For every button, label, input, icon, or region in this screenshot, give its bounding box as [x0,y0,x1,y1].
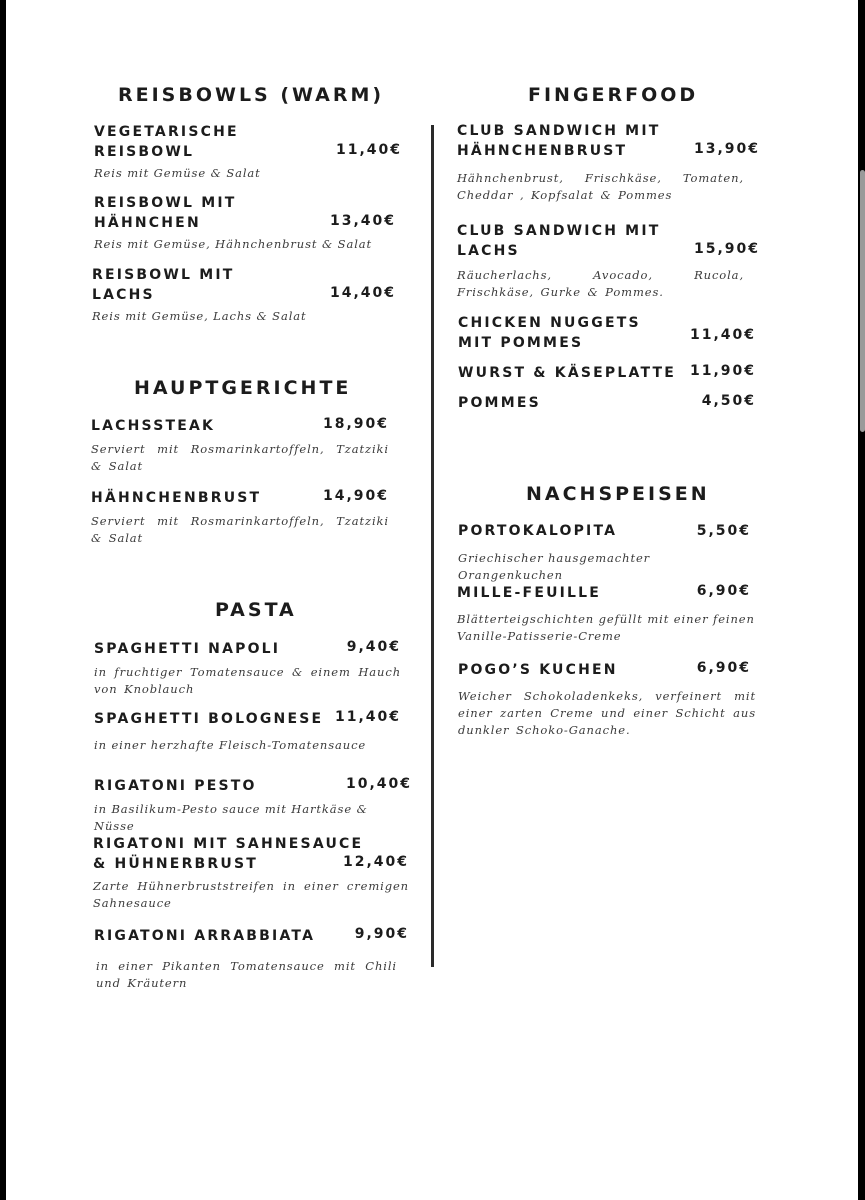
menu-item-price: 5,50€ [696,523,751,539]
menu-item-name: CLUB SANDWICH MIT HÄHNCHENBRUST [457,123,661,159]
menu-item-price: 12,40€ [342,854,409,870]
menu-item-name: SPAGHETTI BOLOGNESE [94,711,324,727]
menu-item-name: LACHSSTEAK [91,418,216,434]
menu-item-name: WURST & KÄSEPLATTE [458,365,677,381]
menu-item [458,660,756,742]
menu-item [458,521,751,582]
menu-item-description: Blätterteigschichten gefüllt mit einer feinen Vanille-Patisserie-Creme [457,612,755,643]
menu-item [94,709,401,759]
menu-page [6,0,858,1200]
menu-item [94,122,402,184]
menu-item-name: RIGATONI MIT SAHNESAUCE & HÜHNERBRUST [93,836,364,872]
menu-item-name: RIGATONI ARRABBIATA [94,928,316,944]
menu-item [458,393,756,415]
menu-item-name: POGO’S KUCHEN [458,662,618,678]
section-heading-reisbowls: REISBOWLS (WARM) [118,84,385,106]
menu-item-price: 11,40€ [335,142,402,158]
menu-item-price: 11,90€ [689,363,756,379]
menu-item [458,363,756,385]
menu-item [91,416,389,478]
menu-item-description: in einer herzhafte Fleisch-Tomatensauce [94,738,367,752]
menu-item [91,488,389,550]
menu-item-description: Reis mit Gemüse, Lachs & Salat [92,309,307,323]
menu-item-name: HÄHNCHENBRUST [91,490,262,506]
menu-item-price: 9,90€ [354,926,409,942]
menu-item-price: 18,90€ [322,416,389,432]
menu-item-price: 6,90€ [696,583,751,599]
menu-item-name: CLUB SANDWICH MIT LACHS [457,223,661,259]
menu-item-name: MILLE-FEUILLE [457,585,602,601]
menu-item-price: 4,50€ [701,393,756,409]
menu-item [457,121,760,206]
menu-item-name: REISBOWL MIT LACHS [92,267,235,303]
menu-item-price: 14,90€ [322,488,389,504]
menu-item-description: Reis mit Gemüse, Hähnchenbrust & Salat [94,237,373,251]
section-heading-pasta: PASTA [215,599,297,621]
menu-item [93,834,409,914]
menu-item-name: VEGETARISCHE REISBOWL [94,124,239,160]
menu-item-description: in fruchtiger Tomatensauce & einem Hauch von Knoblauch [94,665,401,696]
section-heading-nachspeisen: NACHSPEISEN [526,483,710,505]
menu-item-price: 11,40€ [689,327,756,343]
menu-item-description: Reis mit Gemüse & Salat [94,166,261,180]
menu-item-name: REISBOWL MIT HÄHNCHEN [94,195,237,231]
menu-item-price: 11,40€ [334,709,401,725]
menu-item-name: CHICKEN NUGGETS MIT POMMES [458,315,641,351]
menu-item-description: Räucherlachs, Avocado, Rucola, Frischkäse, Gurke & Pommes. [457,268,744,299]
column-divider [431,125,434,967]
menu-item-price: 9,40€ [346,639,401,655]
menu-item-price: 13,90€ [693,141,760,157]
menu-item [457,221,760,306]
menu-item-description: Zarte Hühnerbruststreifen in einer cremigen Sahnesauce [93,879,409,910]
menu-item-price: 10,40€ [345,776,412,792]
menu-item-price: 13,40€ [329,213,396,229]
menu-item [94,639,401,701]
menu-item-description: Griechischer hausgemachter Orangenkuchen [458,551,651,582]
menu-item [457,583,755,647]
scrollbar-thumb[interactable] [860,170,865,432]
menu-item [94,926,409,996]
menu-item [94,193,396,255]
menu-item [458,313,756,355]
menu-item-description: in einer Pikanten Tomatensauce mit Chili und Kräutern [96,959,397,990]
section-heading-fingerfood: FINGERFOOD [528,84,699,106]
menu-item-name: POMMES [458,395,541,411]
menu-item-name: SPAGHETTI NAPOLI [94,641,281,657]
menu-item-price: 6,90€ [696,660,751,676]
menu-item-price: 15,90€ [693,241,760,257]
menu-item-description: Serviert mit Rosmarinkartoffeln, Tzatziki & Salat [91,442,389,473]
menu-item-description: Serviert mit Rosmarinkartoffeln, Tzatziki & Salat [91,514,389,545]
menu-item-name: PORTOKALOPITA [458,523,618,539]
menu-item-description: in Basilikum-Pesto sauce mit Hartkäse & Nüsse [94,802,368,833]
menu-item-name: RIGATONI PESTO [94,778,257,794]
menu-item [92,265,396,327]
section-heading-hauptgerichte: HAUPTGERICHTE [134,377,352,399]
menu-item-description: Hähnchenbrust, Frischkäse, Tomaten, Cheddar , Kopfsalat & Pommes [457,171,744,202]
menu-item-description: Weicher Schokoladenkeks, verfeinert mit einer zarten Creme und einer Schicht aus dunkler Schoko-Ganache. [458,689,756,737]
menu-item-price: 14,40€ [329,285,396,301]
menu-item [94,776,412,833]
